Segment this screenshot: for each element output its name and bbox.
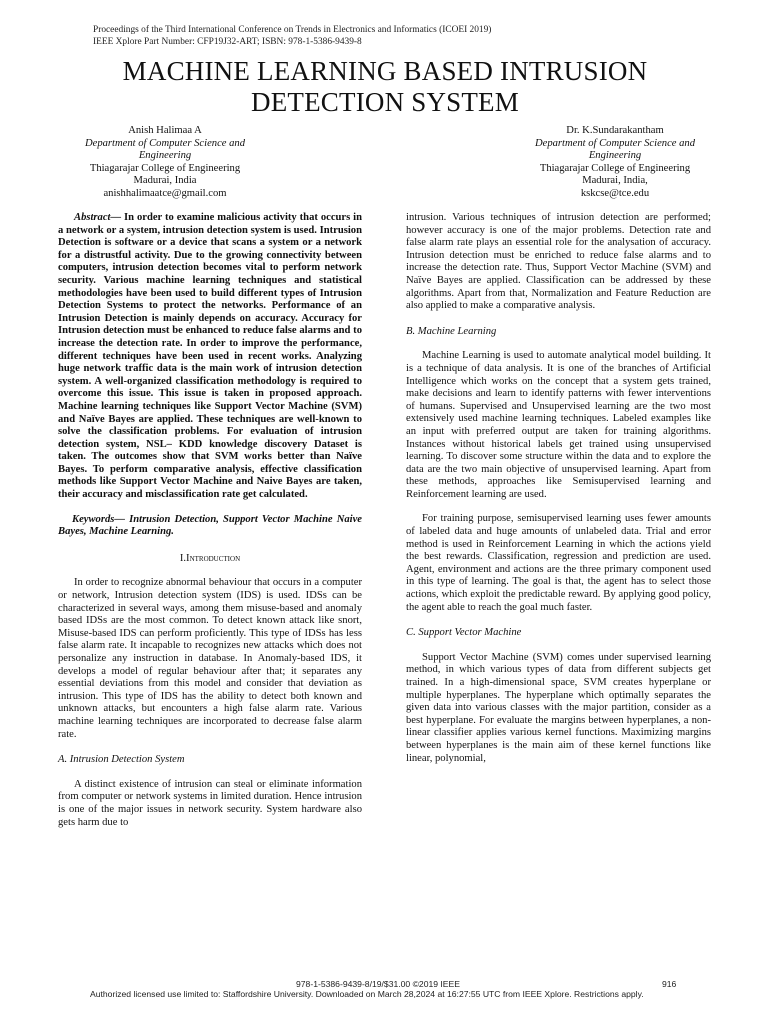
author-college: Thiagarajar College of Engineering: [89, 162, 241, 174]
license-notice: Authorized licensed use limited to: Staffordshire University. Downloaded on March 28,2024 at 16:27:55 UTC from IEEE Xplore. Restrictions apply.: [90, 989, 644, 999]
author-dept: Department of Computer Science and: [84, 137, 246, 149]
author-email[interactable]: kskcse@tce.edu: [580, 187, 650, 199]
footer-isbn: 978-1-5386-9439-8/19/$31.00 ©2019 IEEE: [296, 979, 461, 989]
paper-title: [40, 56, 730, 118]
author-email[interactable]: anishhalimaatce@gmail.com: [103, 187, 227, 199]
author-block-2: [490, 125, 740, 201]
subsection-heading-ids: A. Intrusion Detection System: [58, 754, 185, 766]
proceedings-header: [93, 24, 491, 48]
abstract: [58, 212, 362, 502]
author-block-1: [40, 125, 290, 201]
author-city: Madurai, India: [133, 175, 197, 187]
intro-paragraph: In order to recognize abnormal behaviour that occurs in a computer or network, Intrusion detection system (IDS) is used. IDSs can be characterized in several ways, among them misuse-based and anomaly based IDSs are the most common. To detect known attack like snort, Misuse-based IDS can perform proficiently. This type of IDSs has less false alarm rate. It incapable to recognizes new attacks which does not personalize any instruction in database. In Anomaly-based IDS, it develops a model of regular behaviour after that; it separates any essential deviations from this model and consider that deviation as intrusion. This type of IDS has the ability to detect both known and unknown attacks, but encounters a high false alarm rate. Various machine learning techniques are incorporated to decrease false alarm rate.: [58, 577, 362, 740]
title-line-2: DETECTION SYSTEM: [251, 87, 519, 117]
author-dept-cont: Engineering: [588, 150, 642, 162]
part-number-line: IEEE Xplore Part Number: CFP19J32-ART; ISBN: 978-1-5386-9439-8: [93, 37, 362, 47]
ids-paragraph: A distinct existence of intrusion can steal or eliminate information from computer or network systems in limited duration. Hence intrusion is one of the major issues in network security. System hardware also gets harm due to: [58, 778, 362, 828]
right-column: [406, 212, 711, 765]
author-dept: Department of Computer Science and: [534, 137, 696, 149]
author-name: Dr. K.Sundarakantham: [566, 125, 664, 136]
left-column: [58, 212, 362, 829]
abstract-lead: Abstract—: [74, 212, 122, 223]
keywords: Keywords— Intrusion Detection, Support Vector Machine Naive Bayes, Machine Learning.: [58, 513, 362, 538]
author-dept-cont: Engineering: [138, 150, 192, 162]
author-name: Anish Halimaa A: [128, 125, 202, 136]
ml-paragraph-1: Machine Learning is used to automate analytical model building. It is a technique of data analysis. It is one of the branches of Artificial Intelligence which works on the concept that a system gets trained, make decisions and learn to identify patterns with fewer interventions of humans. Supervised and Unsupervised learning are the two most extensively used machine learning techniques. Labeled examples like an input with preferred output are taken for training algorithms. Instances without historical labels get trained using unsupervised learning. To discover some structure within the data and to explore the data are the two main objective of unsupervised learning. Apart from these methods, approaches like Semisupervised learning and Reinforcement learning are used.: [406, 350, 711, 500]
section-heading-introduction: [58, 553, 362, 566]
title-line-1: MACHINE LEARNING BASED INTRUSION: [122, 56, 648, 86]
section-title: Introduction: [186, 552, 241, 564]
svm-paragraph: Support Vector Machine (SVM) comes under supervised learning method, in which various types of data from different subjects get trained. In a high-dimensional space, SVM creates hyperplane or multiple hyperplanes. The hyperplane which optimally separates the given data into various classes with the major partition, consider as a best hyperplane. For evaluate the margins between hyperplanes, a non-linear classifier applies various kernel functions. Maximizing margins between hyperplanes is the main aim of these kernel functions like linear, polynomial,: [406, 651, 711, 764]
section-number: I.: [179, 552, 187, 564]
author-city: Madurai, India,: [582, 175, 648, 187]
proceedings-line: Proceedings of the Third International Conference on Trends in Electronics and Informatics (ICOEI 2019): [93, 25, 492, 35]
author-college: Thiagarajar College of Engineering: [539, 162, 691, 174]
subsection-heading-ml: B. Machine Learning: [406, 325, 497, 337]
page-number: 916: [662, 979, 677, 989]
subsection-heading-svm: C. Support Vector Machine: [406, 627, 522, 639]
ml-paragraph-2: For training purpose, semisupervised learning uses fewer amounts of labeled data and huge amounts of unlabeled data. Trial and error method is used in Reinforcement Learning in which the actions yield the best rewards. Classification, regression and prediction are used. Agent, environment and actions are the three primary component used in this type of learning. The goal is that, the agent has to select those actions, which exploit the predictable reward. By applying good policy, the agent able to reach the goal much faster.: [406, 513, 711, 613]
ids-paragraph-continued: intrusion. Various techniques of intrusion detection are performed; however accuracy is one of the major problems. Detection rate and false alarm rate plays an essential role for the analysation of accuracy. Intrusion detection must be enriched to reduce false alarms and to increase the detection rate. Thus, Support Vector Machine (SVM) and Naïve Bayes are applied. Classification can be addressed by these algorithms. Apart from that, Normalization and Feature Reduction are also applied to make a comparative analysis.: [406, 212, 711, 312]
abstract-text: In order to examine malicious activity that occurs in a network or a system, intrusion detection system is used. Intrusion Detection is software or a device that scans a system or a network for a distrustful activity. Due to the growing connectivity between computers, intrusion detection becomes vital to perform network security. Various machine learning techniques and statistical methodologies have been used to build different types of Intrusion Detection Systems to protect the networks. Performance of an Intrusion Detection is mainly depends on accuracy. Accuracy for Intrusion detection must be enhanced to reduce false alarms and to increase the detection rate. In order to improve the performance, different techniques have been used in recent works. Analyzing huge network traffic data is the main work of intrusion detection system. A well-organized classification methodology is required to overcome this issue. This issue is taken in proposed approach. Machine learning techniques like Support Vector Machine (SVM) and Naïve Bayes are applied. These techniques are well-known to solve the classification problems. For evaluation of intrusion detection system, NSL– KDD knowledge discovery Dataset is taken. The outcomes show that SVM works better than Naïve Bayes. To perform comparative analysis, effective classification methods like Support Vector Machine and Naive Bayes are taken, their accuracy and misclassification rate get calculated.: [58, 212, 362, 501]
